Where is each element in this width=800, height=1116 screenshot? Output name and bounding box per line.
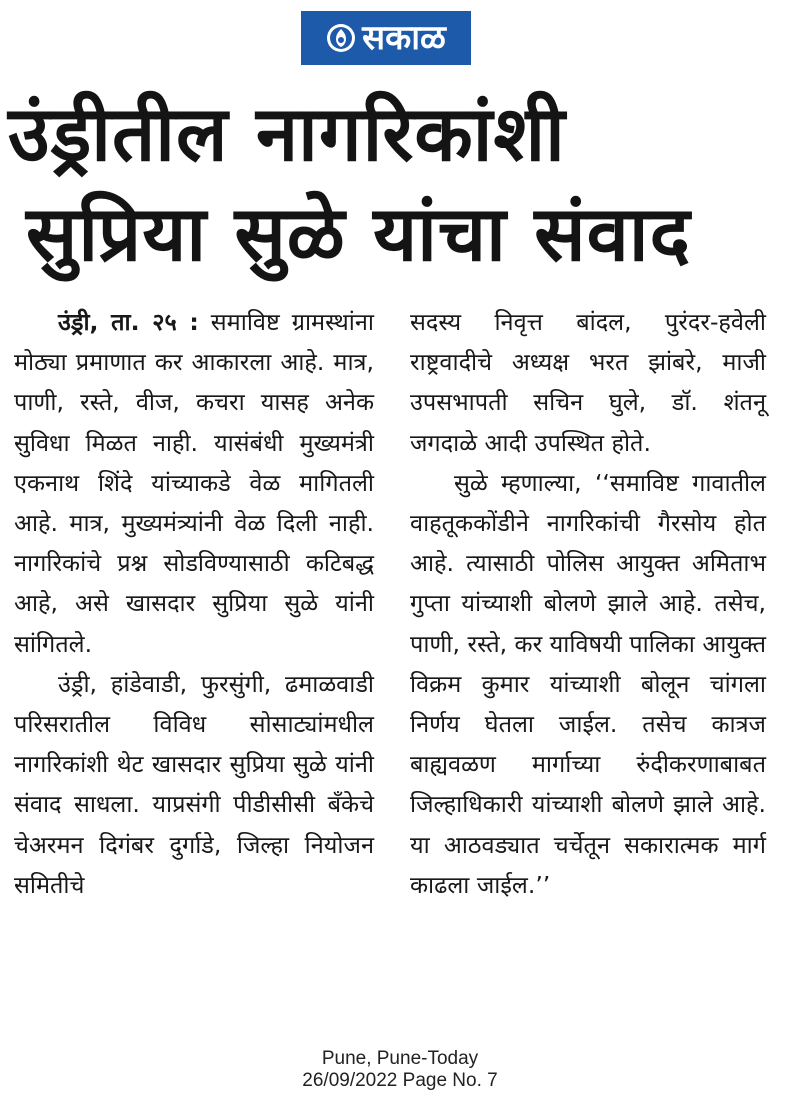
article-paragraph-3: सुळे म्हणाल्या, ‘‘समाविष्ट गावातील वाहतूककोंडीने नागरिकांची गैरसोय होत आहे. त्यासाठी पोलिस आयुक्त अमिताभ गुप्ता यांच्याशी बोलणे झाले आहे. तसेच, पाणी, रस्ते, कर याविषयी पालिका आयुक्त विक्रम कुमार यांच्याशी बोलून चांगला निर्णय घेतला जाईल. तसेच कात्रज बाह्यवळण मार्गाच्या रुंदीकरणाबाबत जिल्हाधिकारी यांच्याशी बोलणे झाले आहे. या आठवड्यात चर्चेतून सकारात्मक मार्ग काढला जाईल.’’ bbox=[410, 468, 767, 899]
masthead-title: सकाळ bbox=[362, 18, 446, 58]
headline-line-2: सुप्रिया सुळे यांचा संवाद bbox=[26, 189, 691, 278]
article-column-left bbox=[14, 302, 374, 905]
headline-line-1: उंड्रीतील नागरिकांशी bbox=[8, 89, 566, 178]
paragraph-1-body: समाविष्ट ग्रामस्थांना मोठ्या प्रमाणात कर आकारला आहे. मात्र, पाणी, रस्ते, वीज, कचरा यासह अनेक सुविधा मिळत नाही. यासंबंधी मुख्यमंत्री एकनाथ शिंदे यांच्याकडे वेळ मागितली आहे. मात्र, मुख्यमंत्र्यांनी वेळ दिली नाही. नागरिकांचे प्रश्न सोडविण्यासाठी कटिबद्ध आहे, असे खासदार सुप्रिया सुळे यांनी सांगितले. bbox=[14, 308, 374, 658]
article-paragraph-2-continued: सदस्य निवृत्त बांदल, पुरंदर-हवेली राष्ट्रवादीचे अध्यक्ष भरत झांबरे, माजी उपसभापती सचिन घुले, डॉ. शंतनू जगदाळे आदी उपस्थित होते. bbox=[410, 308, 766, 457]
footer-source: Pune, Pune-Today bbox=[321, 1048, 479, 1069]
sakal-logo-icon bbox=[326, 23, 356, 53]
source-footer bbox=[0, 1048, 800, 1092]
masthead-logo bbox=[301, 11, 471, 65]
article-paragraph-2: उंड्री, हांडेवाडी, फुरसुंगी, ढमाळवाडी परिसरातील विविध सोसाट्यांमधील नागरिकांशी थेट खासदार सुप्रिया सुळे यांनी संवाद साधला. याप्रसंगी पीडीसीसी बँकेचे चेअरमन दिगंबर दुर्गाडे, जिल्हा नियोजन समितीचे bbox=[14, 669, 374, 899]
article-column-right bbox=[410, 302, 766, 905]
dateline: उंड्री, ता. २५ : bbox=[58, 308, 199, 336]
footer-date-page: 26/09/2022 Page No. 7 bbox=[302, 1070, 498, 1091]
article-paragraph-1 bbox=[14, 302, 374, 664]
